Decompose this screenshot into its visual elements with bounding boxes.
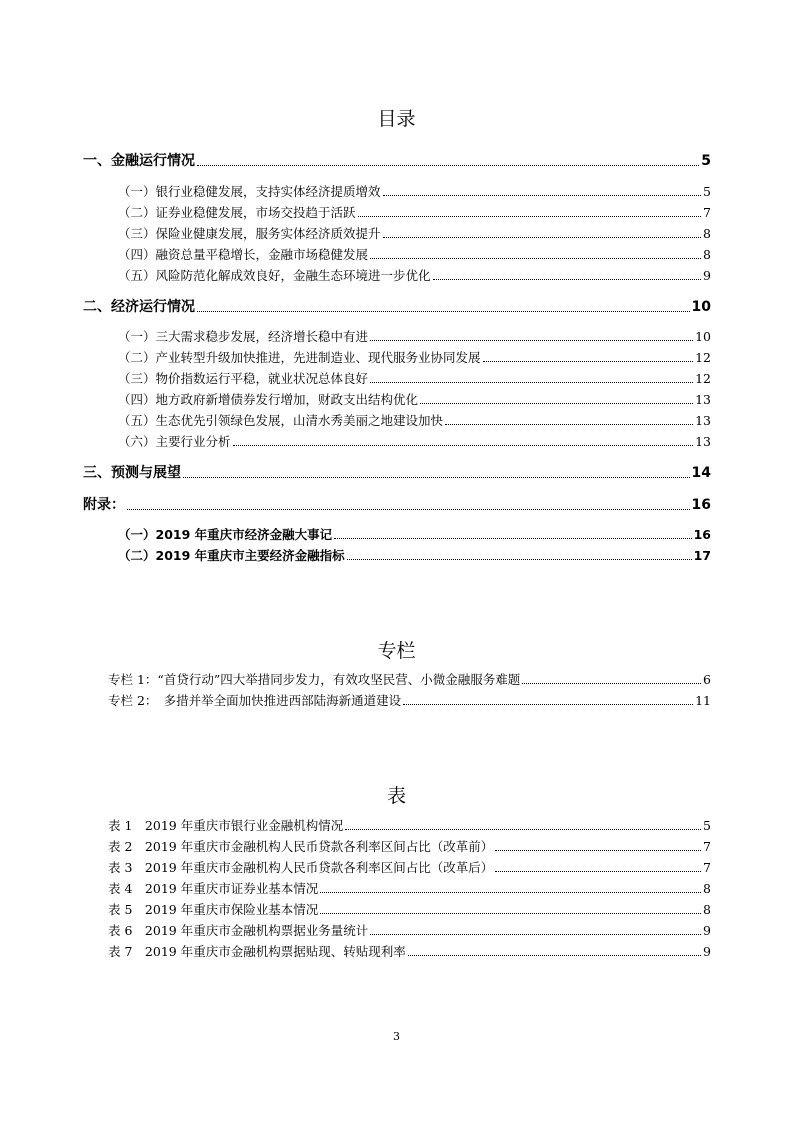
toc-item[interactable]: （一）2019 年重庆市经济金融大事记 16: [118, 527, 711, 542]
toc-section-2[interactable]: 二、经济运行情况 10: [83, 299, 711, 315]
toc-item[interactable]: （五）生态优先引领绿色发展，山清水秀美丽之地建设加快 13: [118, 413, 711, 428]
toc-title: 目录: [377, 108, 416, 130]
toc-item[interactable]: （三）物价指数运行平稳，就业状况总体良好 12: [118, 371, 711, 386]
table-item[interactable]: 表 5 2019 年重庆市保险业基本情况 8: [108, 902, 711, 917]
toc-item[interactable]: （一）三大需求稳步发展，经济增长稳中有进 10: [118, 329, 711, 344]
table-item[interactable]: 表 3 2019 年重庆市金融机构人民币贷款各利率区间占比（改革后） 7: [108, 860, 711, 875]
tables-title: 表: [386, 785, 406, 807]
table-item[interactable]: 表 4 2019 年重庆市证券业基本情况 8: [108, 881, 711, 896]
table-item[interactable]: 表 7 2019 年重庆市金融机构票据贴现、转贴现利率 9: [108, 944, 711, 959]
toc-section-3[interactable]: 三、预测与展望 14: [83, 465, 711, 481]
toc-item[interactable]: （二）产业转型升级加快推进，先进制造业、现代服务业协同发展 12: [118, 350, 711, 365]
table-item[interactable]: 表 6 2019 年重庆市金融机构票据业务量统计 9: [108, 923, 711, 938]
box-item[interactable]: 专栏 1：“首贷行动”四大举措同步发力，有效攻坚民营、小微金融服务难题 6: [108, 672, 711, 687]
toc-section-appendix[interactable]: 附录： 16: [83, 497, 711, 513]
box-item[interactable]: 专栏 2： 多措并举全面加快推进西部陆海新通道建设 11: [108, 693, 711, 708]
toc-item[interactable]: （三）保险业健康发展，服务实体经济质效提升 8: [118, 226, 711, 241]
toc-item[interactable]: （四）融资总量平稳增长，金融市场稳健发展 8: [118, 247, 711, 262]
page-number: 3: [393, 1030, 400, 1043]
table-item[interactable]: 表 1 2019 年重庆市银行业金融机构情况 5: [108, 818, 711, 833]
toc-item[interactable]: （五）风险防范化解成效良好，金融生态环境进一步优化 9: [118, 268, 711, 283]
toc-item[interactable]: （二）证券业稳健发展，市场交投趋于活跃 7: [118, 205, 711, 220]
toc-section-1[interactable]: 一、金融运行情况 5: [83, 153, 711, 169]
toc-item[interactable]: （一）银行业稳健发展，支持实体经济提质增效 5: [118, 184, 711, 199]
toc-item[interactable]: （六）主要行业分析 13: [118, 434, 711, 449]
toc-item[interactable]: （二）2019 年重庆市主要经济金融指标 17: [118, 548, 711, 563]
boxes-title: 专栏: [377, 640, 416, 662]
table-item[interactable]: 表 2 2019 年重庆市金融机构人民币贷款各利率区间占比（改革前） 7: [108, 839, 711, 854]
toc-item[interactable]: （四）地方政府新增债券发行增加，财政支出结构优化 13: [118, 392, 711, 407]
